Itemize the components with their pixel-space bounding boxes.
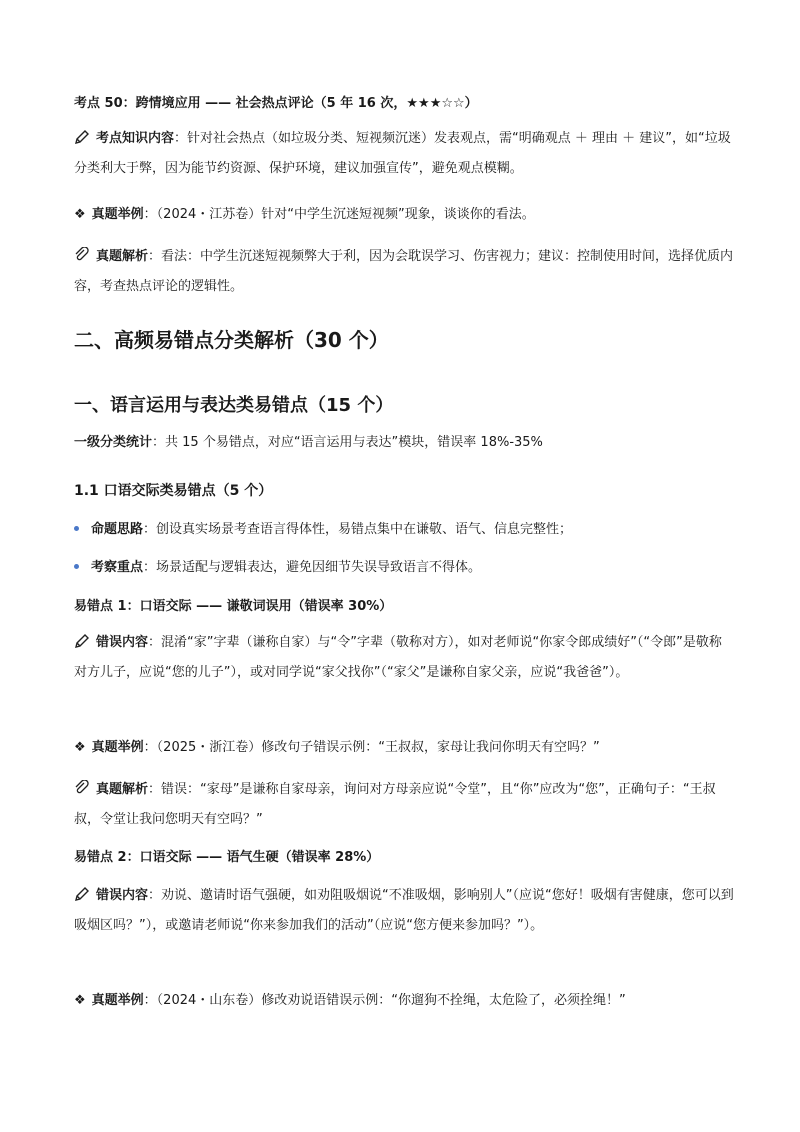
diamond-bullet-icon: ❖ (74, 207, 86, 222)
analysis-label: 真题解析 (96, 249, 149, 264)
error-1-example (74, 733, 734, 763)
diamond-bullet-icon: ❖ (74, 993, 86, 1008)
example-text: ：（2025・浙江卷）修改句子错误示例：“王叔叔，家母让我问你明天有空吗？” (143, 740, 600, 755)
error-2-example (74, 986, 734, 1016)
example-text: ：（2024・江苏卷）针对“中学生沉迷短视频”现象，谈谈你的看法。 (143, 207, 535, 222)
stats-label: 一级分类统计 (74, 435, 153, 450)
content-text: ：混淆“家”字辈（谦称自家）与“令”字辈（敬称对方），如对老师说“你家令郎成绩好”（“令郎”是敬称对方儿子，应说“您的儿子”），或对同学说“家父找你”（“家父”是谦称自家父亲，应说“我爸爸”）。 (74, 635, 722, 680)
pencil-icon (74, 633, 90, 649)
kaodian-50-heading: 考点 50：跨情境应用 —— 社会热点评论（5 年 16 次，★★★☆☆） (74, 96, 478, 111)
diamond-bullet-icon: ❖ (74, 740, 86, 755)
error-1-analysis (74, 775, 734, 835)
analysis-label: 真题解析 (96, 782, 149, 797)
content-label: 错误内容 (96, 888, 149, 903)
example-label: 真题举例 (91, 993, 144, 1008)
bullet-dot (74, 564, 79, 569)
bullet-dot (74, 526, 79, 531)
error-1-heading: 易错点 1：口语交际 —— 谦敬词误用（错误率 30%） (74, 599, 393, 614)
analysis-text: ：看法：中学生沉迷短视频弊大于利，因为会耽误学习、伤害视力；建议：控制使用时间，选择优质内容，考查热点评论的逻辑性。 (74, 249, 734, 294)
example-text: ：（2024・山东卷）修改劝说语错误示例：“你遛狗不拴绳，太危险了，必须拴绳！” (143, 993, 626, 1008)
knowledge-label: 考点知识内容 (96, 131, 175, 146)
example-label: 真题举例 (91, 740, 144, 755)
error-2-heading: 易错点 2：口语交际 —— 语气生硬（错误率 28%） (74, 850, 380, 865)
analysis-text: ：错误：“家母”是谦称自家母亲，询问对方母亲应说“令堂”，且“你”应改为“您”，正确句子：“王叔叔，令堂让我问您明天有空吗？” (74, 782, 716, 827)
error-2-content (74, 881, 734, 941)
bullet-label: 命题思路 (91, 522, 144, 537)
kaodian-50-knowledge (74, 124, 734, 184)
subsection-1-title: 一、语言运用与表达类易错点（15 个） (74, 395, 394, 416)
stats-text: ：共 15 个易错点，对应“语言运用与表达”模块，错误率 18%-35% (152, 435, 543, 450)
content-text: ：劝说、邀请时语气强硬，如劝阻吸烟说“不准吸烟，影响别人”（应说“您好！吸烟有害健康，您可以到吸烟区吗？”），或邀请老师说“你来参加我们的活动”（应说“您方便来参加吗？”）。 (74, 888, 734, 933)
kaodian-50-analysis (74, 242, 734, 302)
knowledge-text: ：针对社会热点（如垃圾分类、短视频沉迷）发表观点，需“明确观点 ＋ 理由 ＋ 建议”，如“垃圾分类利大于弊，因为能节约资源、保护环境，建议加强宣传”，避免观点模糊。 (74, 131, 731, 176)
pencil-icon (74, 886, 90, 902)
subsub-1-1-title: 1.1 口语交际类易错点（5 个） (74, 483, 273, 499)
bullet-text: ：创设真实场景考查语言得体性，易错点集中在谦敬、语气、信息完整性； (143, 522, 573, 537)
content-label: 错误内容 (96, 635, 149, 650)
bullet-label: 考察重点 (91, 560, 144, 575)
paperclip-icon (74, 247, 90, 263)
section-2-title: 二、高频易错点分类解析（30 个） (74, 328, 389, 352)
bullet-item (74, 553, 734, 583)
bullet-item (74, 515, 734, 545)
pencil-icon (74, 129, 90, 145)
example-label: 真题举例 (91, 207, 144, 222)
bullet-text: ：场景适配与逻辑表达，避免因细节失误导致语言不得体。 (143, 560, 482, 575)
error-1-content (74, 628, 734, 688)
kaodian-50-example (74, 200, 734, 230)
paperclip-icon (74, 780, 90, 796)
subsection-1-stats (74, 428, 734, 458)
